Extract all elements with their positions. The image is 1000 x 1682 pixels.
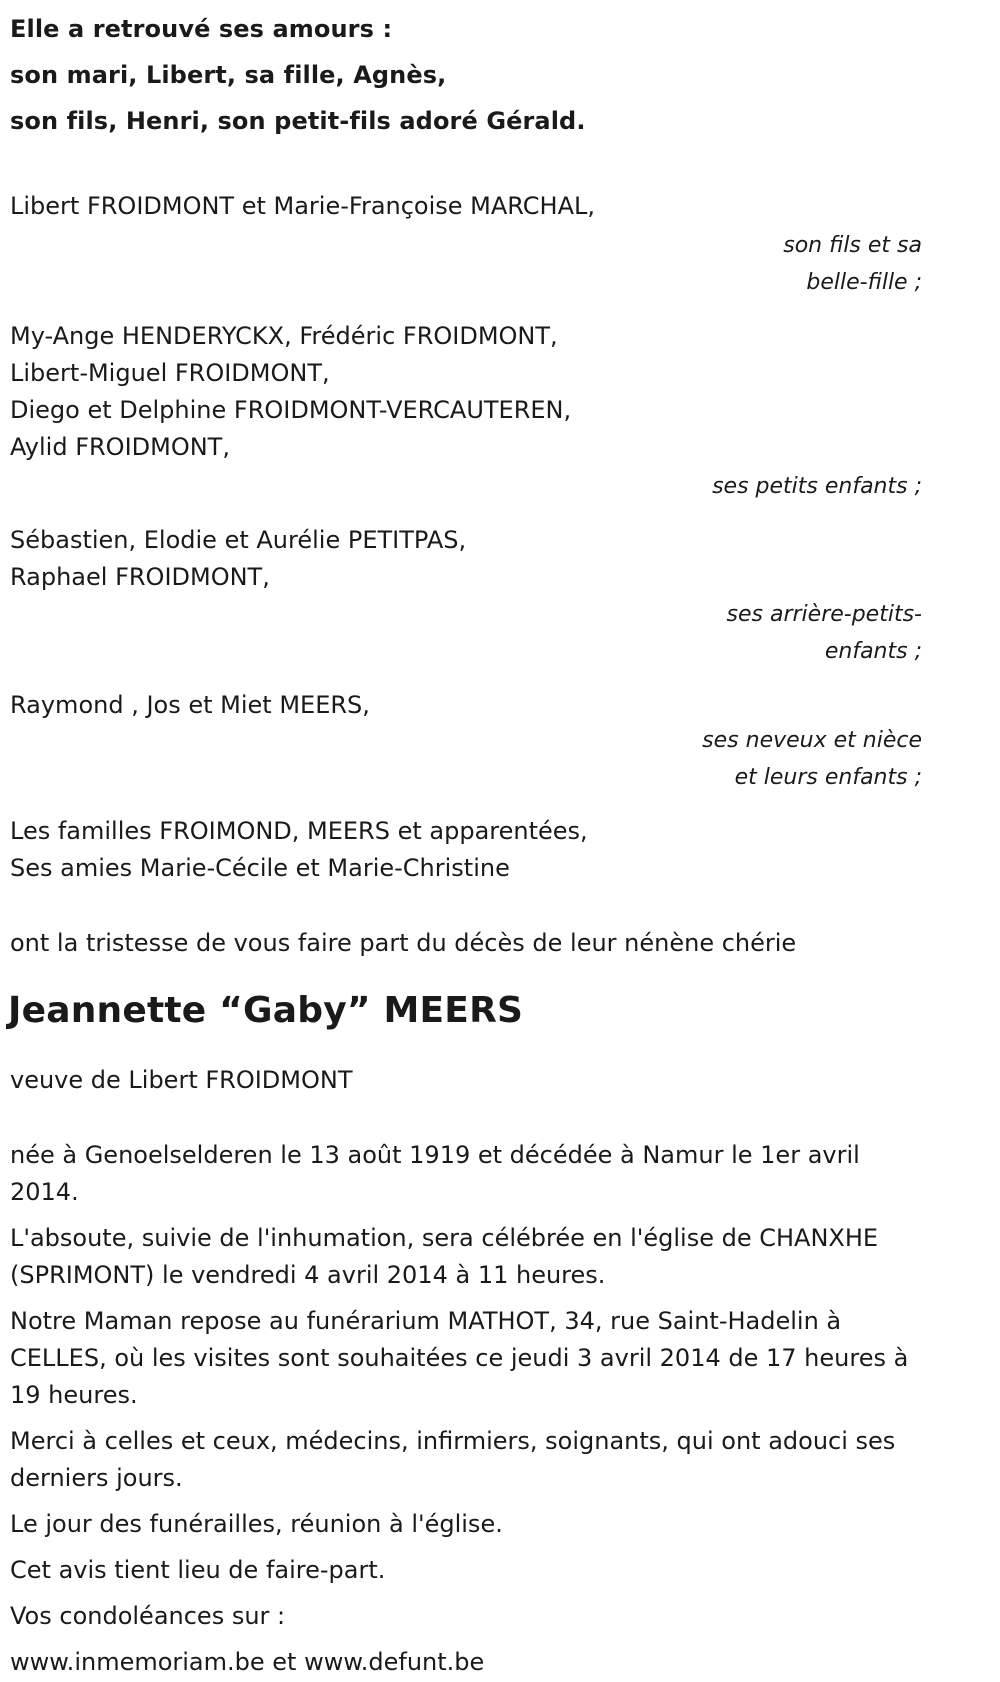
- name-line: Libert-Miguel FROIDMONT,: [10, 359, 330, 387]
- group-relation: [10, 468, 922, 505]
- condolences-label: Vos condoléances sur :: [10, 1602, 286, 1630]
- meeting-paragraph: Le jour des funérailles, réunion à l'église.: [10, 1510, 503, 1538]
- intro-line: son fils, Henri, son petit-fils adoré Gérald.: [10, 107, 586, 135]
- family-group-son: [10, 188, 922, 301]
- name-line: Raphael FROIDMONT,: [10, 563, 270, 591]
- name-line: Aylid FROIDMONT,: [10, 433, 230, 461]
- group-names: [10, 687, 922, 724]
- name-line: Sébastien, Elodie et Aurélie PETITPAS,: [10, 526, 467, 554]
- name-line: My-Ange HENDERYCKX, Frédéric FROIDMONT,: [10, 322, 558, 350]
- relation-line: son fils et sa: [783, 233, 922, 258]
- name-line: Diego et Delphine FROIDMONT-VERCAUTEREN,: [10, 396, 572, 424]
- intro-line: Elle a retrouvé ses amours :: [10, 15, 393, 43]
- family-group-great-grandchildren: [10, 522, 922, 670]
- relation-line: belle-fille ;: [806, 270, 922, 295]
- family-and-friends: [10, 813, 922, 887]
- funeral-home-paragraph: Notre Maman repose au funérarium MATHOT, 34, rue Saint-Hadelin à CELLES, où les visites sont souhaitées ce jeudi 3 avril 2014 de 17 heures à 19 heures.: [10, 1307, 909, 1409]
- group-names: [10, 318, 922, 466]
- name-line: Ses amies Marie-Cécile et Marie-Christine: [10, 854, 510, 882]
- group-relation: [10, 722, 922, 796]
- name-line: Raymond , Jos et Miet MEERS,: [10, 691, 370, 719]
- ceremony-paragraph: L'absoute, suivie de l'inhumation, sera célébrée en l'église de CHANXHE (SPRIMONT) le vendredi 4 avril 2014 à 11 heures.: [10, 1224, 879, 1289]
- relation-line: ses arrière-petits-: [726, 602, 922, 627]
- intro-line: son mari, Libert, sa fille, Agnès,: [10, 61, 447, 89]
- relation-line: ses neveux et nièce: [702, 728, 922, 753]
- condolences-websites: www.inmemoriam.be et www.defunt.be: [10, 1648, 485, 1676]
- family-group-grandchildren: [10, 318, 922, 505]
- group-names: [10, 522, 922, 596]
- family-group-nephews: [10, 687, 922, 796]
- deceased-name: Jeannette “Gaby” MEERS: [8, 990, 524, 1031]
- group-relation: [10, 227, 922, 301]
- notice-paragraph: Cet avis tient lieu de faire-part.: [10, 1556, 386, 1584]
- relation-line: enfants ;: [824, 639, 922, 664]
- relation-line: et leurs enfants ;: [734, 765, 922, 790]
- group-names: [10, 188, 922, 225]
- birth-death-paragraph: née à Genoelselderen le 13 août 1919 et décédée à Namur le 1er avril 2014.: [10, 1141, 860, 1206]
- group-relation: [10, 596, 922, 670]
- name-line: Libert FROIDMONT et Marie-Françoise MARCHAL,: [10, 192, 596, 220]
- thanks-paragraph: Merci à celles et ceux, médecins, infirmiers, soignants, qui ont adouci ses derniers jours.: [10, 1427, 896, 1492]
- intro-block: [10, 0, 922, 144]
- widow-of-text: veuve de Libert FROIDMONT: [10, 1066, 353, 1094]
- announcement-text: ont la tristesse de vous faire part du décès de leur nénène chérie: [10, 929, 797, 957]
- name-line: Les familles FROIMOND, MEERS et apparentées,: [10, 817, 588, 845]
- relation-line: ses petits enfants ;: [712, 474, 922, 499]
